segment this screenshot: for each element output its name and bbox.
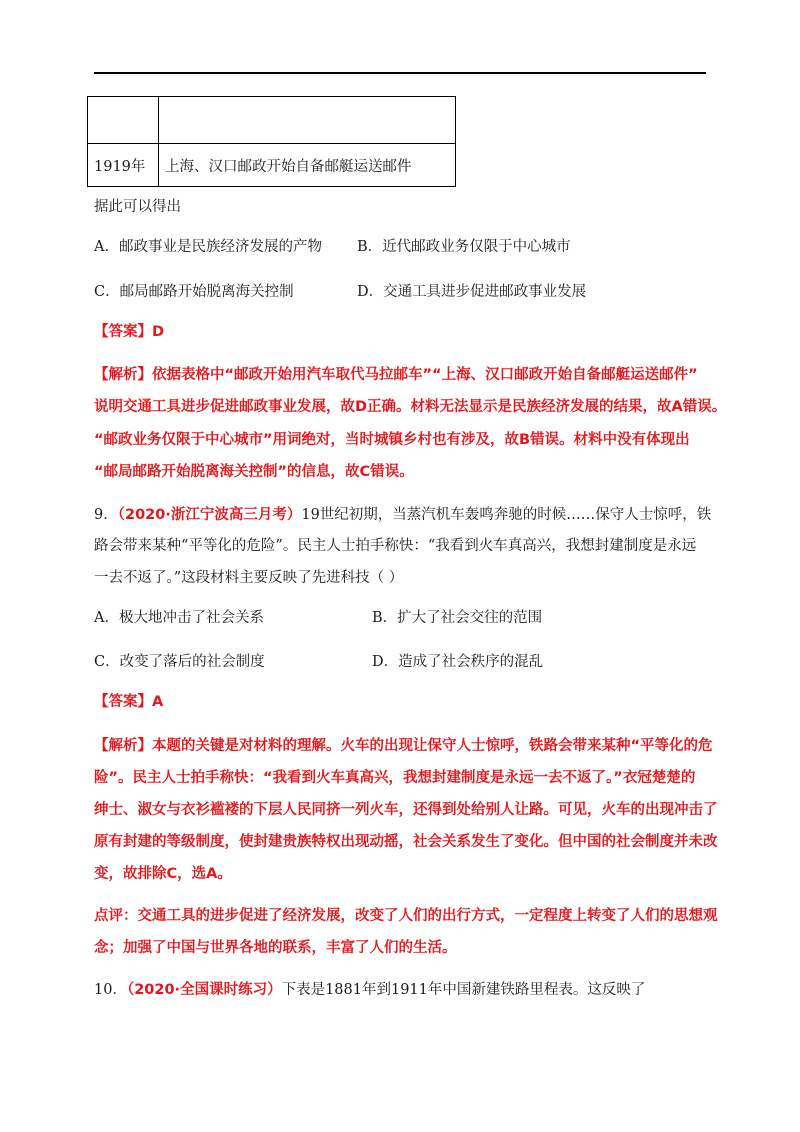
q8-option-c: C．邮局邮路开始脱离海关控制 bbox=[94, 284, 294, 300]
q9-comment-line: 念；加强了中国与世界各地的联系，丰富了人们的生活。 bbox=[94, 940, 457, 956]
q8-analysis-line: 【解析】依据表格中“邮政开始用汽车取代马拉邮车”“上海、汉口邮政开始自备邮艇运送邮件” bbox=[94, 367, 698, 383]
q8-answer: 【答案】D bbox=[94, 324, 165, 340]
q9-answer: 【答案】A bbox=[94, 694, 164, 710]
q9-analysis-line: 险”。民主人士拍手称快：“我看到火车真高兴，我想封建制度是永远一去不返了。”衣冠楚楚的 bbox=[94, 770, 696, 786]
table-row bbox=[88, 144, 456, 187]
q8-option-a: A．邮政事业是民族经济发展的产物 bbox=[94, 239, 322, 255]
q9-option-b: B．扩大了社会交往的范围 bbox=[372, 610, 543, 626]
q9-option-d: D．造成了社会秩序的混乱 bbox=[372, 654, 544, 670]
q9-first-line bbox=[94, 505, 711, 525]
table-cell-event: 上海、汉口邮政开始自备邮艇运送邮件 bbox=[159, 144, 456, 187]
q9-option-a: A．极大地冲击了社会关系 bbox=[94, 610, 264, 626]
header-rule bbox=[94, 72, 706, 74]
q9-analysis-line: 【解析】本题的关键是对材料的理解。火车的出现让保守人士惊呼，铁路会带来某种“平等化的危 bbox=[94, 738, 713, 754]
q9-analysis-line: 原有封建的等级制度，使封建贵族特权出现动摇，社会关系发生了变化。但中国的社会制度并未改 bbox=[94, 834, 718, 850]
q8-option-d: D．交通工具进步促进邮政事业发展 bbox=[357, 284, 587, 300]
q9-option-c: C．改变了落后的社会制度 bbox=[94, 654, 265, 670]
q9-stem-line: 19世纪初期，当蒸汽机车轰鸣奔驰的时候……保守人士惊呼，铁 bbox=[301, 507, 712, 523]
q10-stem: 下表是1881年到1911年中国新建铁路里程表。这反映了 bbox=[281, 982, 646, 998]
q9-stem-line: 路会带来某种“平等化的危险”。民主人士拍手称快：“我看到火车真高兴，我想封建制度是永远 bbox=[94, 538, 697, 554]
q8-analysis-line: “邮政业务仅限于中心城市”用词绝对，当时城镇乡村也有涉及，故B错误。材料中没有体现出 bbox=[94, 432, 690, 448]
table-cell-year: 1919年 bbox=[88, 144, 159, 187]
q8-stem-end: 据此可以得出 bbox=[94, 199, 181, 215]
table-cell-event bbox=[159, 97, 456, 144]
q9-source: （2020·浙江宁波高三月考） bbox=[117, 507, 302, 523]
q8-option-b: B．近代邮政业务仅限于中心城市 bbox=[357, 239, 571, 255]
table-cell-year bbox=[88, 97, 159, 144]
q8-analysis-line: “邮局邮路开始脱离海关控制”的信息，故C错误。 bbox=[94, 464, 414, 480]
q10-first-line bbox=[94, 980, 645, 1000]
q8-analysis-line: 说明交通工具进步促进邮政事业发展，故D正确。材料无法显示是民族经济发展的结果，故A错误。 bbox=[94, 399, 727, 415]
q10-number: 10． bbox=[94, 982, 127, 998]
table-row bbox=[88, 97, 456, 144]
q9-stem-line: 一去不返了。”这段材料主要反映了先进科技（ ） bbox=[94, 570, 404, 586]
q9-comment-line: 点评：交通工具的进步促进了经济发展，改变了人们的出行方式，一定程度上转变了人们的思想观 bbox=[94, 908, 718, 924]
postal-history-table bbox=[87, 96, 456, 187]
q10-source: （2020·全国课时练习） bbox=[126, 982, 282, 998]
q9-analysis-line: 绅士、淑女与衣衫褴褛的下层人民同挤一列火车，还得到处给别人让路。可见，火车的出现冲击了 bbox=[94, 802, 718, 818]
q9-analysis-line: 变，故排除C，选A。 bbox=[94, 866, 232, 882]
q9-number: 9． bbox=[94, 507, 118, 523]
